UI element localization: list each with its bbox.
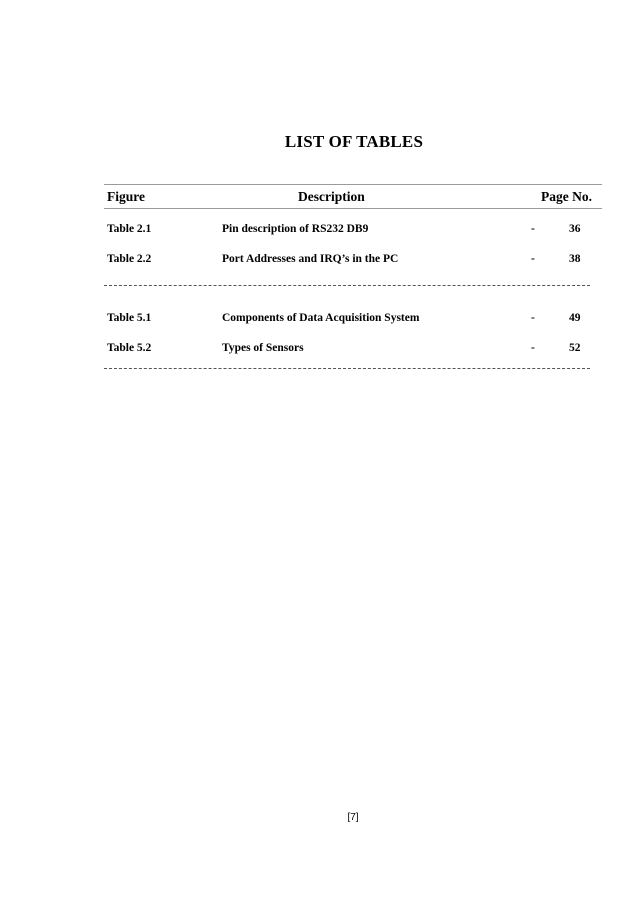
row-dash: - — [531, 253, 535, 265]
row-dash: - — [531, 312, 535, 324]
row-dash: - — [531, 342, 535, 354]
row-description: Port Addresses and IRQ’s in the PC — [222, 253, 399, 265]
column-header-page-no: Page No. — [541, 189, 592, 204]
row-page-number: 36 — [569, 223, 581, 235]
table-row — [0, 221, 638, 237]
row-figure-label: Table 2.2 — [107, 253, 152, 265]
row-page-number: 52 — [569, 342, 581, 354]
column-header-description: Description — [298, 189, 365, 204]
row-description: Types of Sensors — [222, 342, 304, 354]
table-row — [0, 310, 638, 326]
row-description: Pin description of RS232 DB9 — [222, 223, 369, 235]
column-header-figure: Figure — [107, 189, 145, 204]
row-page-number: 49 — [569, 312, 581, 324]
section-divider — [104, 368, 590, 369]
table-row — [0, 340, 638, 356]
page-number: [7] — [347, 812, 359, 823]
header-top-rule — [104, 184, 602, 185]
row-description: Components of Data Acquisition System — [222, 312, 420, 324]
section-divider — [104, 285, 590, 286]
row-dash: - — [531, 223, 535, 235]
row-figure-label: Table 5.1 — [107, 312, 152, 324]
row-figure-label: Table 2.1 — [107, 223, 152, 235]
row-page-number: 38 — [569, 253, 581, 265]
row-figure-label: Table 5.2 — [107, 342, 152, 354]
header-bottom-rule — [104, 208, 602, 209]
page-title: LIST OF TABLES — [284, 132, 424, 151]
table-row — [0, 251, 638, 267]
